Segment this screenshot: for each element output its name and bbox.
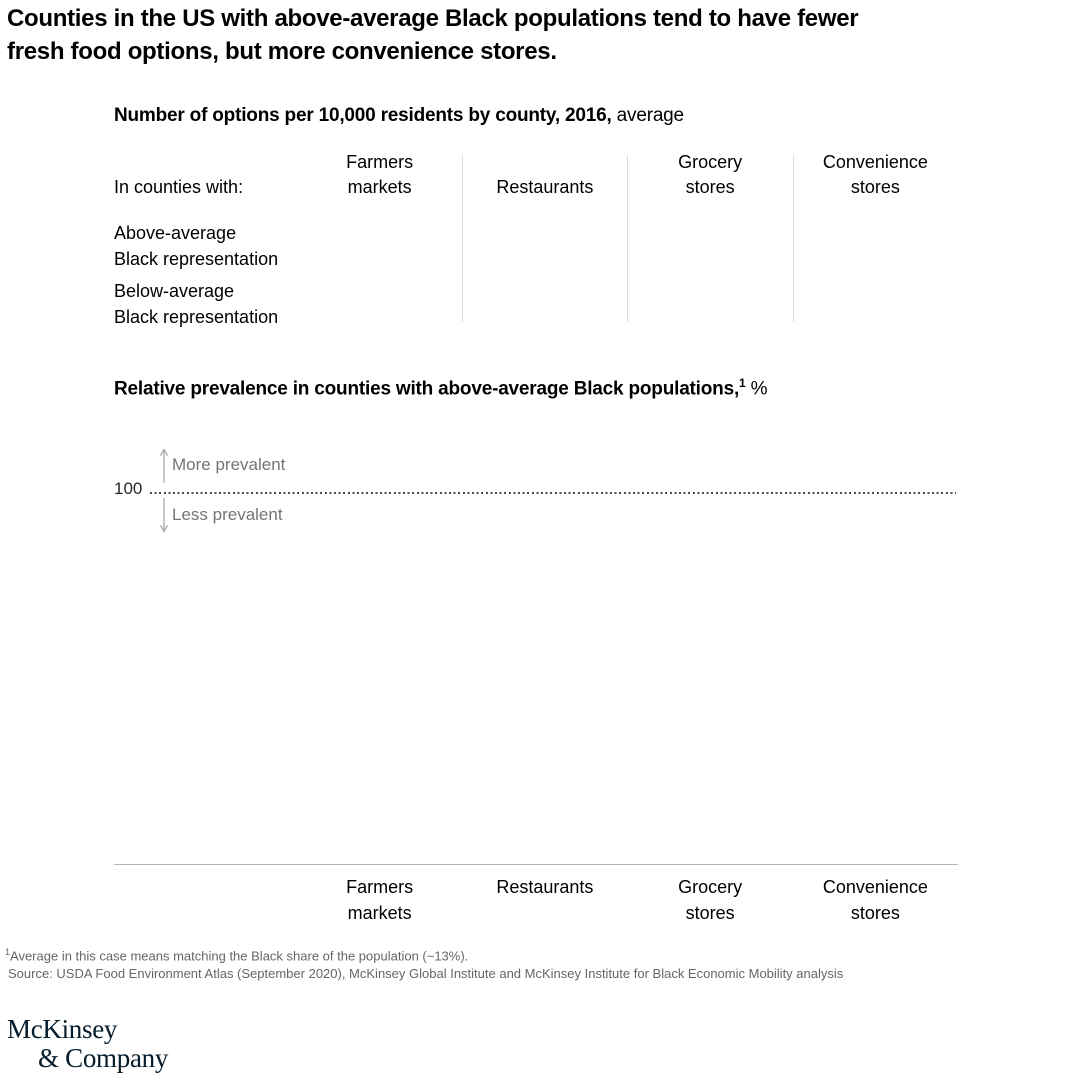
mckinsey-logo xyxy=(7,1015,168,1073)
less-prevalent-arrow-icon xyxy=(159,497,169,533)
panel1-heading-unit: average xyxy=(611,105,684,126)
x-label-line: stores xyxy=(850,903,900,923)
column-divider xyxy=(462,155,463,322)
column-header-line: Convenience xyxy=(822,152,928,172)
column-divider xyxy=(793,155,794,322)
options-table xyxy=(114,150,958,325)
x-label-line: Farmers xyxy=(346,877,414,897)
x-axis-spacer xyxy=(114,874,297,926)
row-label-line: Black representation xyxy=(114,249,279,269)
panel2-heading-bold: Relative prevalence in counties with above-average Black populations, xyxy=(114,378,740,400)
x-axis-labels xyxy=(114,874,958,926)
x-label-line: Grocery xyxy=(678,877,743,897)
x-label-restaurants xyxy=(462,874,627,926)
panel2-heading-footnote-marker: 1 xyxy=(739,376,746,390)
x-label-grocery-stores xyxy=(628,874,793,926)
panel2-heading-unit: % xyxy=(745,378,768,400)
footnote-block xyxy=(5,944,843,982)
exhibit-title-line1: Counties in the US with above-average Black populations tend to have fewer xyxy=(7,5,859,32)
x-label-line: markets xyxy=(347,903,412,923)
column-header-farmers-markets xyxy=(297,150,462,200)
reference-line-100 xyxy=(150,492,956,494)
source-line: Source: USDA Food Environment Atlas (September 2020), McKinsey Global Institute and McKinsey Institute for Black Economic Mobility analysis xyxy=(8,965,844,981)
row-label-line: Black representation xyxy=(114,307,279,327)
panel1-heading xyxy=(114,103,684,128)
column-header-line: Farmers xyxy=(346,152,414,172)
panel1-heading-bold: Number of options per 10,000 residents by county, 2016, xyxy=(114,105,612,126)
more-prevalent-arrow-icon xyxy=(159,448,169,484)
less-prevalent-label: Less prevalent xyxy=(172,505,283,524)
panel2-heading xyxy=(114,371,767,401)
row-label-line: Above-average xyxy=(114,223,237,243)
logo-line2: & Company xyxy=(38,1043,169,1073)
footnote-marker: 1 xyxy=(5,947,11,957)
column-header-line: markets xyxy=(347,177,412,197)
exhibit-title xyxy=(7,2,858,68)
column-header-line: Grocery xyxy=(678,152,743,172)
more-prevalent-label: More prevalent xyxy=(172,455,286,474)
column-header-line: stores xyxy=(685,177,735,197)
x-label-farmers-markets xyxy=(297,874,462,926)
prevalence-chart xyxy=(114,405,958,945)
table-row-above-average xyxy=(114,220,278,272)
column-header-convenience-stores xyxy=(793,150,958,200)
x-label-line: Restaurants xyxy=(496,877,594,897)
y-axis-tick-100: 100 xyxy=(114,479,143,498)
x-axis-line xyxy=(114,864,958,865)
footnote-text: Average in this case means matching the Black share of the population (~13%). xyxy=(10,948,469,964)
row-label-line: Below-average xyxy=(114,281,235,301)
table-intro-label: In counties with: xyxy=(114,177,244,197)
table-row-below-average xyxy=(114,278,278,330)
x-label-line: stores xyxy=(685,903,735,923)
options-table-header-row xyxy=(114,150,958,198)
x-label-convenience-stores xyxy=(793,874,958,926)
column-header-line: Restaurants xyxy=(496,177,594,197)
column-header-restaurants xyxy=(462,175,627,200)
x-label-line: Convenience xyxy=(822,877,928,897)
column-header-grocery-stores xyxy=(628,150,793,200)
exhibit-title-line2: fresh food options, but more convenience stores. xyxy=(7,38,557,65)
column-header-line: stores xyxy=(850,177,900,197)
column-divider xyxy=(627,155,628,322)
footnote xyxy=(5,944,843,965)
logo-line1: McKinsey xyxy=(7,1014,118,1044)
